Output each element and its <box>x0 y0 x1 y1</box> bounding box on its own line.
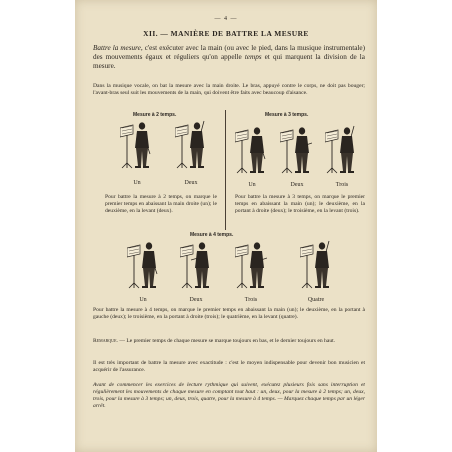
conductor-figure-three-un <box>235 125 267 177</box>
conductor-figure-two-deux <box>175 120 207 172</box>
intro-text-2: et qui marquent la division de la mesure. <box>93 53 365 71</box>
label-four-un: Un <box>139 297 147 303</box>
intro-text-1: , c'est exécuter avec la main (ou avec le pied, dans la musique instrumentale) des mouvements égaux et réguliers qu'on appelle <box>93 44 365 62</box>
conductor-figure-four-trois <box>235 240 267 292</box>
figure-divider <box>225 110 226 230</box>
vocal-paragraph: Dans la musique vocale, on bat la mesure avec la main droite. Le bras, appuyé contre le corps, ne doit pas bouger; l'avant-bras seul suit les mouvements de la main, qui doivent être faits avec beaucoup d'aisance. <box>93 83 365 97</box>
four-beats-paragraph: Pour battre la mesure à 4 temps, on marque le premier temps en abaissant la main (un); le deuxième, en la portant à gauche (deux); le troisième, en la portant à droite (trois); le quatrième, en la levant (quatre). <box>93 307 365 321</box>
exercise-paragraph: Avant de commencer les exercices de lecture rythmique qui suivent, exécutez plusieurs fois sans interruption et régulièrement les mouvements de chaque mesure en comptant tout haut : un, deux, pour la mesure à 2 temps; un, deux, trois, pour la mesure à 3 temps; un, deux, trois, quatre, pour la mesure à 4 temps. — Marquez chaque temps par un léger arrêt. <box>93 382 365 410</box>
three-beats-paragraph: Pour battre la mesure à 3 temps, on marque le premier temps en abaissant la main (un); le deuxième, en la portant à droite (deux); le troisième, en la levant (trois). <box>235 194 365 215</box>
conductor-figure-four-un <box>127 240 159 292</box>
label-four-deux: Deux <box>189 297 203 303</box>
caption-three-beats: Mesure à 3 temps. <box>265 112 309 118</box>
label-two-deux: Deux <box>184 180 198 186</box>
label-four-quatre: Quatre <box>307 297 325 303</box>
intro-paragraph <box>93 44 365 72</box>
intro-temps: temps <box>244 53 262 62</box>
label-three-trois: Trois <box>335 182 349 188</box>
conductor-figure-four-deux <box>180 240 212 292</box>
conductor-figure-three-deux <box>280 125 312 177</box>
caption-four-beats: Mesure à 4 temps. <box>190 232 234 238</box>
conductor-figure-two-un <box>120 120 152 172</box>
two-beats-paragraph: Pour battre la mesure à 2 temps, on marque le premier temps en abaissant la main droite (un); le deuxième, en la levant (deux). <box>105 194 217 215</box>
page-number: — 4 — <box>214 16 238 22</box>
important-paragraph: Il est très important de battre la mesure avec exactitude : c'est le moyen indispensable pour devenir bon musicien et acquérir de l'assurance. <box>93 360 365 374</box>
book-page <box>75 0 377 452</box>
label-two-un: Un <box>133 180 141 186</box>
remark-text: — Le premier temps de chaque mesure se marque toujours en bas, et le dernier toujours en haut. <box>117 338 336 344</box>
label-three-deux: Deux <box>290 182 304 188</box>
remark-paragraph <box>93 338 365 345</box>
section-heading: XII. — MANIÈRE DE BATTRE LA MESURE <box>143 29 309 38</box>
conductor-figure-four-quatre <box>300 240 332 292</box>
intro-term: Battre la mesure <box>93 44 141 52</box>
label-three-un: Un <box>248 182 256 188</box>
caption-two-beats: Mesure à 2 temps. <box>133 112 177 118</box>
label-four-trois: Trois <box>244 297 258 303</box>
remark-label: Remarque. <box>93 338 118 344</box>
conductor-figure-three-trois <box>325 125 357 177</box>
